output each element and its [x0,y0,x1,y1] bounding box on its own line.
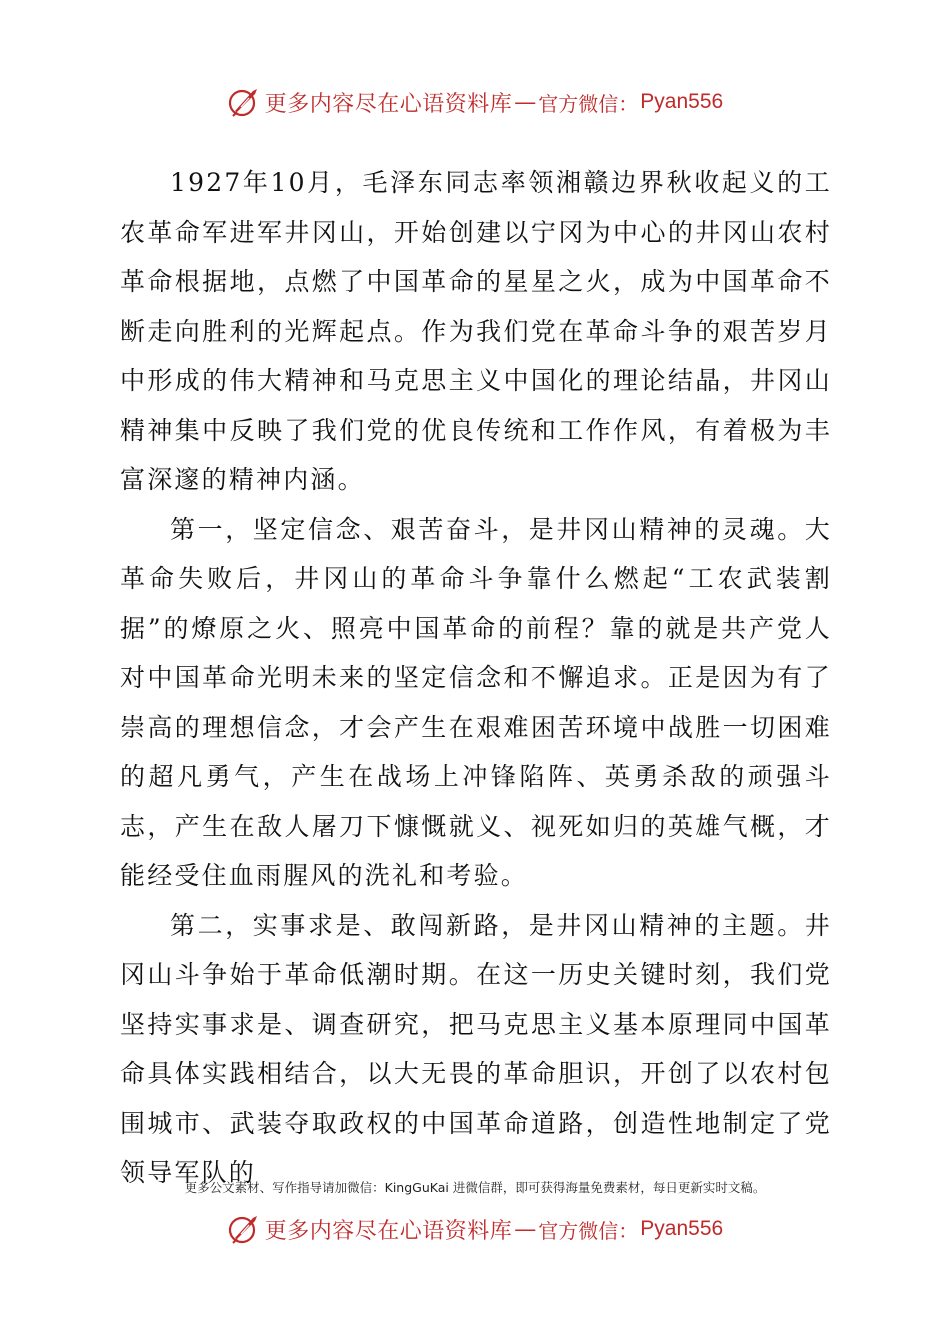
banner-wechat-id: Pyan556 [640,1217,724,1240]
paragraph-intro: 1927年10月，毛泽东同志率领湘赣边界秋收起义的工农革命军进军井冈山，开始创建以宁冈为中心的井冈山农村革命根据地，点燃了中国革命的星星之火，成为中国革命不断走向胜利的光辉起点。作为我们党在革命斗争的艰苦岁月中形成的伟大精神和马克思主义中国化的理论结晶，井冈山精神集中反映了我们党的优良传统和工作作风，有着极为丰富深邃的精神内涵。 [120,168,832,494]
paragraph-second-point: 第二，实事求是、敢闯新路，是井冈山精神的主题。井冈山斗争始于革命低潮时期。在这一历史关键时刻，我们党坚持实事求是、调查研究，把马克思主义基本原理同中国革命具体实践相结合，以大无畏的革命胆识，开创了以农村包围城市、武装夺取政权的中国革命道路，创造性地制定了党领导军队的 [120,910,832,1187]
document-body [120,158,832,1198]
banner-brand-text: 更多内容尽在心语资料库 [264,1218,513,1244]
banner-separator: — [514,89,537,115]
banner-wechat-label: 官方微信： [538,1218,639,1243]
footer-note: 更多公文素材、写作指导请加微信：KingGuKai 进微信群，即可获得海量免费素材，每日更新实时文稿。 [184,1180,766,1195]
banner-separator: — [514,1216,537,1242]
banner-wechat-id: Pyan556 [640,90,724,113]
quill-pen-logo-icon [227,85,261,119]
footer-banner [0,1211,950,1247]
banner-brand-text: 更多内容尽在心语资料库 [264,91,513,117]
paragraph-first-point: 第一，坚定信念、艰苦奋斗，是井冈山精神的灵魂。大革命失败后，井冈山的革命斗争靠什么燃起“工农武装割据”的燎原之火、照亮中国革命的前程？靠的就是共产党人对中国革命光明未来的坚定信念和不懈追求。正是因为有了崇高的理想信念，才会产生在艰难困苦环境中战胜一切困难的超凡勇气，产生在战场上冲锋陷阵、英勇杀敌的顽强斗志，产生在敌人屠刀下慷慨就义、视死如归的英雄气概，才能经受住血雨腥风的洗礼和考验。 [120,514,832,890]
banner-wechat-label: 官方微信： [538,91,639,116]
quill-pen-logo-icon [227,1212,261,1246]
header-banner [0,84,950,120]
